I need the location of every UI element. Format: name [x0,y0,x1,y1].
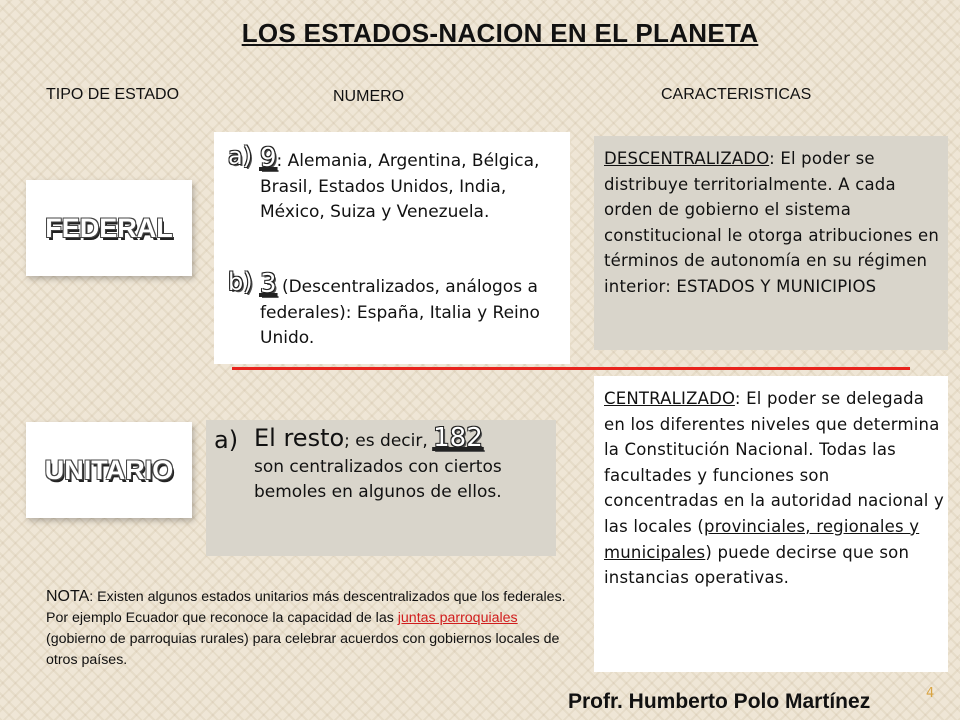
federal-item-a [260,143,560,226]
unitario-label: UNITARIO [44,454,174,485]
centralizado-text [604,386,944,591]
descentralizado-description: : El poder se distribuye territorialmente. A cada orden de gobierno el sistema constitucional le otorga atribuciones en términos de autonomía en su régimen interior: ESTADOS Y MUNICIPIOS [604,149,940,296]
note-paragraph [46,586,566,671]
column-header-tipo: TIPO DE ESTADO [46,86,180,103]
centralizado-levels: provinciales, regionales y municipales [604,516,920,562]
federal-item-b [260,269,560,352]
note-text-end: (gobierno de parroquias rurales) para celebrar acuerdos con gobiernos locales de otros países. [46,631,560,668]
descentralizado-box [594,136,948,350]
column-header-numero: NUMERO [333,88,405,105]
descentralizado-term: DESCENTRALIZADO [604,149,770,168]
centralizado-description: : El poder se delegada en los diferentes niveles que determina la Constitución Nacional. Todas las facultades y funciones son concentradas en la autoridad nacional y las locales ( [604,389,944,536]
centralizado-description-end: ) puede decirse que son instancias operativas. [604,542,910,588]
note-lead: NOTA [46,588,90,605]
unitario-middle: ; es decir, [344,431,434,451]
federal-count-box [214,132,570,364]
unitario-item-text: son centralizados con ciertos bemoles en algunos de ellos. [254,456,502,502]
centralizado-box [594,376,948,672]
item-marker-a: a) [228,142,253,170]
federal-label-box [26,180,192,276]
descentralizado-text [604,146,944,300]
centralizado-term: CENTRALIZADO [604,389,735,408]
unitario-count-box [206,420,556,556]
item-marker-b: b) [228,268,253,296]
federal-item-b-text: (Descentralizados, análogos a federales): España, Italia y Reino Unido. [260,277,540,348]
slide-title: LOS ESTADOS-NACION EN EL PLANETA [241,18,759,48]
note-text: : Existen algunos estados unitarios más descentralizados que los federales. Por ejemplo Ecuador que reconoce la capacidad de las [46,589,566,626]
federal-label: FEDERAL [45,212,173,243]
federal-item-a-text: : Alemania, Argentina, Bélgica, Brasil, Estados Unidos, India, México, Suiza y Venezuela. [260,151,540,222]
federal-count-9: 9 [260,143,277,173]
item-marker-a: a) [214,426,239,454]
slide-number: 4 [926,686,935,701]
column-header-caracteristicas: CARACTERISTICAS [661,86,812,103]
unitario-item-a [254,423,544,506]
unitario-count-182: 182 [433,423,483,453]
unitario-label-box [26,422,192,518]
note-highlight-link[interactable]: juntas parroquiales [397,610,518,626]
author-name: Profr. Humberto Polo Martínez [568,690,871,713]
unitario-lead: El resto [254,424,345,452]
section-divider [232,367,910,370]
federal-count-3: 3 [260,269,277,299]
